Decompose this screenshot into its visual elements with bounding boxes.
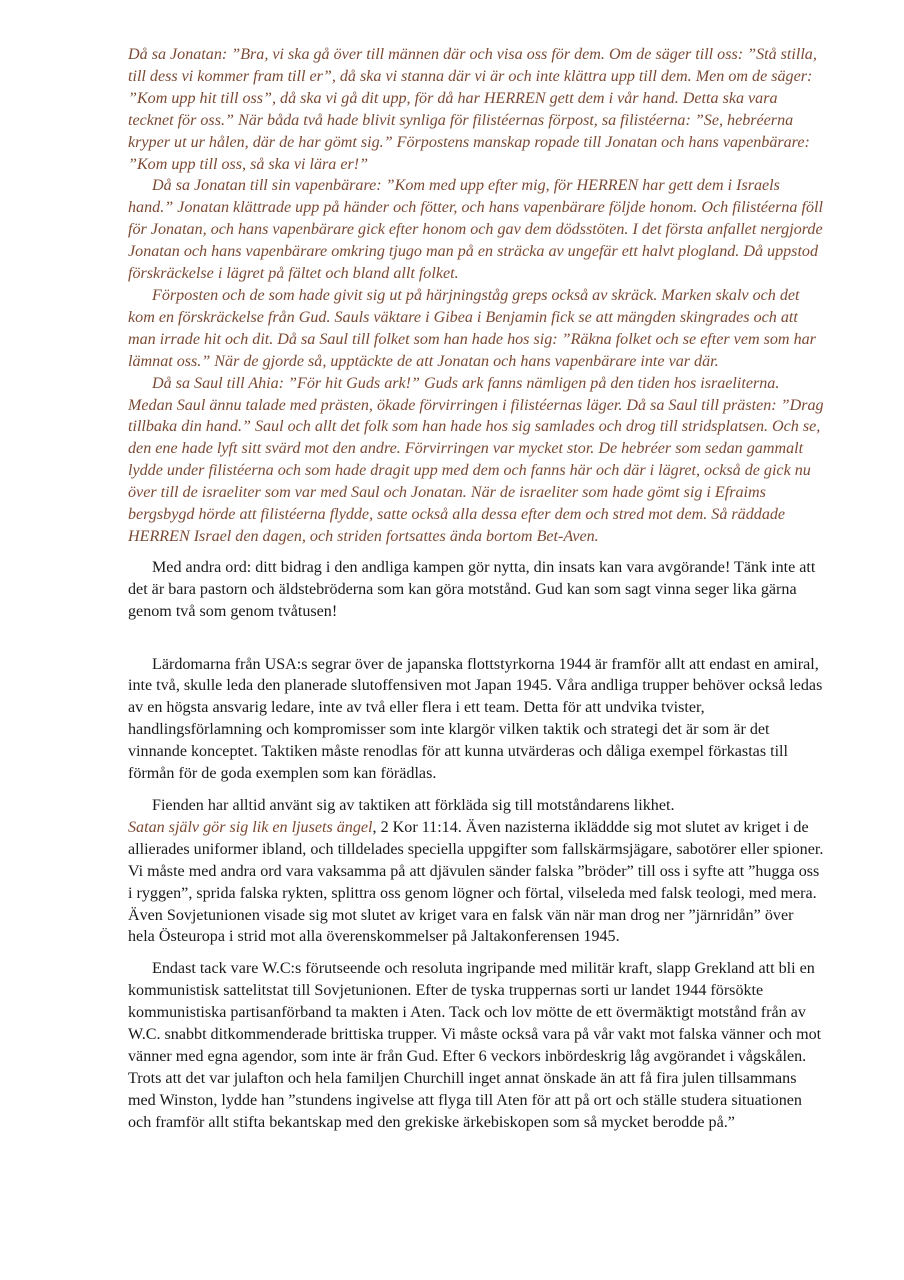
scripture-paragraph: Då sa Jonatan till sin vapenbärare: ”Kom med upp efter mig, för HERREN har gett dem i Israels hand.” Jonatan klättrade upp på händer och fötter, och hans vapenbärare följde honom. Och filistéerna föll för Jonatan, och hans vapenbärare gick efter honom och gav dem dödsstöten. I det första anfallet nergjorde Jonatan och hans vapenbärare omkring tjugo man på en sträcka av ungefär ett halvt plogland. Då uppstod förskräckelse i lägret på fältet och bland allt folket. bbox=[128, 177, 823, 283]
scripture-paragraph: Då sa Jonatan: ”Bra, vi ska gå över till männen där och visa oss för dem. Om de säger till oss: ”Stå stilla, till dess vi kommer fram till er”, då ska vi stanna där vi är och inte klättra upp till dem. Men om de säger: ”Kom upp hit till oss”, då ska vi gå dit upp, för då har HERREN gett dem i vår hand. Detta ska vara tecknet för oss.” När båda två hade blivit synliga för filistéernas förpost, sa filistéerna: ”Se, hebréerna kryper ut ur hålen, där de har gömt sig.” Förpostens manskap ropade till Jonatan och hans vapenbärare: ”Kom upp till oss, så ska vi lära er!” bbox=[128, 46, 817, 173]
bible-citation: Satan själv gör sig lik en ljusets ängel bbox=[128, 818, 373, 836]
scripture-quote bbox=[128, 44, 824, 548]
body-paragraph: Endast tack vare W.C:s förutseende och resoluta ingripande med militär kraft, slapp Grekland att bli en kommunistisk sattelitstat till Sovjetunionen. Efter de tyska truppernas sorti ur landet 1944 försökte kommunistiska partisanförband ta makten i Aten. Tack och lov mötte de ett övermäktigt motstånd från av W.C. snabbt ditkommenderade brittiska trupper. Vi måste också vara på vår vakt mot falska vänner och mot vänner med egna agendor, som inte är från Gud. Efter 6 veckors inbördeskrig låg avgörandet i vågskålen. Trots att det var julafton och hela familjen Churchill inget annat önskade än att få fira julen tillsammans med Winston, lydde han ”stundens ingivelse att flyga till Aten för att på ort och ställe studera situationen och framför allt stifta bekantskap med den grekiske ärkebiskopen som så mycket berodde på.” bbox=[128, 960, 822, 1131]
body-paragraph bbox=[128, 795, 824, 948]
body-paragraph: Med andra ord: ditt bidrag i den andliga kampen gör nytta, din insats kan vara avgörande! Tänk inte att det är bara pastorn och äldstebröderna som kan göra motstånd. Gud kan som sagt vinna seger lika gärna genom två som genom tvåtusen! bbox=[128, 558, 816, 620]
paragraph-intro: Fienden har alltid använt sig av taktiken att förkläda sig till motståndarens likhet. bbox=[152, 797, 675, 814]
body-paragraph: Lärdomarna från USA:s segrar över de japanska flottstyrkorna 1944 är framför allt att endast en amiral, inte två, skulle leda den planerade slutoffensiven mot Japan 1945. Våra andliga trupper behöver också ledas av en högsta ansvarig ledare, inte av två eller flera i ett team. Detta för att undvika tvister, handlingsförlamning och kompromisser som inte klargör vilken taktik och strategi det är som är det vinnande konceptet. Taktiken måste renodlas för att kunna utvärderas och dåliga exempel förkastas till förmån för de goda exemplen som kan förädlas. bbox=[128, 655, 823, 783]
paragraph-text: , 2 Kor 11:14. Även nazisterna ikläddde sig mot slutet av kriget i de allierades uniformer ibland, och tilldelades speciella uppgifter som fallskärmsjägare, sabotörer eller spioner. Vi måste med andra ord vara vaksamma på att djävulen sänder falska ”bröder” till oss i syfte att ”hugga oss i ryggen”, sprida falska rykten, splittra oss genom lögner och förtal, vilseleda med falsk teologi, med mera. Även Sovjetunionen visade sig mot slutet av kriget vara en falsk vän när man drog ner ”järnridån” över hela Östeuropa i strid mot alla överenskommelser på Jaltakonferensen 1945. bbox=[128, 818, 824, 946]
scripture-paragraph: Förposten och de som hade givit sig ut på härjningståg greps också av skräck. Marken skalv och det kom en förskräckelse från Gud. Sauls väktare i Gibea i Benjamin fick se att mängden skingrades och att man irrade hit och dit. Då sa Saul till folket som han hade hos sig: ”Räkna folket och se efter vem som har lämnat oss.” När de gjorde så, upptäckte de att Jonatan och hans vapenbärare inte var där. bbox=[128, 286, 816, 370]
scripture-paragraph: Då sa Saul till Ahia: ”För hit Guds ark!” Guds ark fanns nämligen på den tiden hos israeliterna. Medan Saul ännu talade med prästen, ökade förvirringen i filistéernas läger. Då sa Saul till prästen: ”Drag tillbaka din hand.” Saul och allt det folk som han hade hos sig samlades och drog till stridsplatsen. Och se, den ene hade lyft sitt svärd mot den andre. Förvirringen var mycket stor. De hebréer som sedan gammalt lydde under filistéerna och som hade dragit upp med dem och fanns här och där i lägret, också de gick nu över till de israeliter som var med Saul och Jonatan. När de israeliter som hade gömt sig i Efraims bergsbygd hörde att filistéerna flydde, satte också alla dessa efter dem och stred mot dem. Så räddade HERREN Israel den dagen, och striden fortsattes ända bortom Bet-Aven. bbox=[128, 374, 824, 545]
document-page bbox=[128, 44, 824, 1134]
